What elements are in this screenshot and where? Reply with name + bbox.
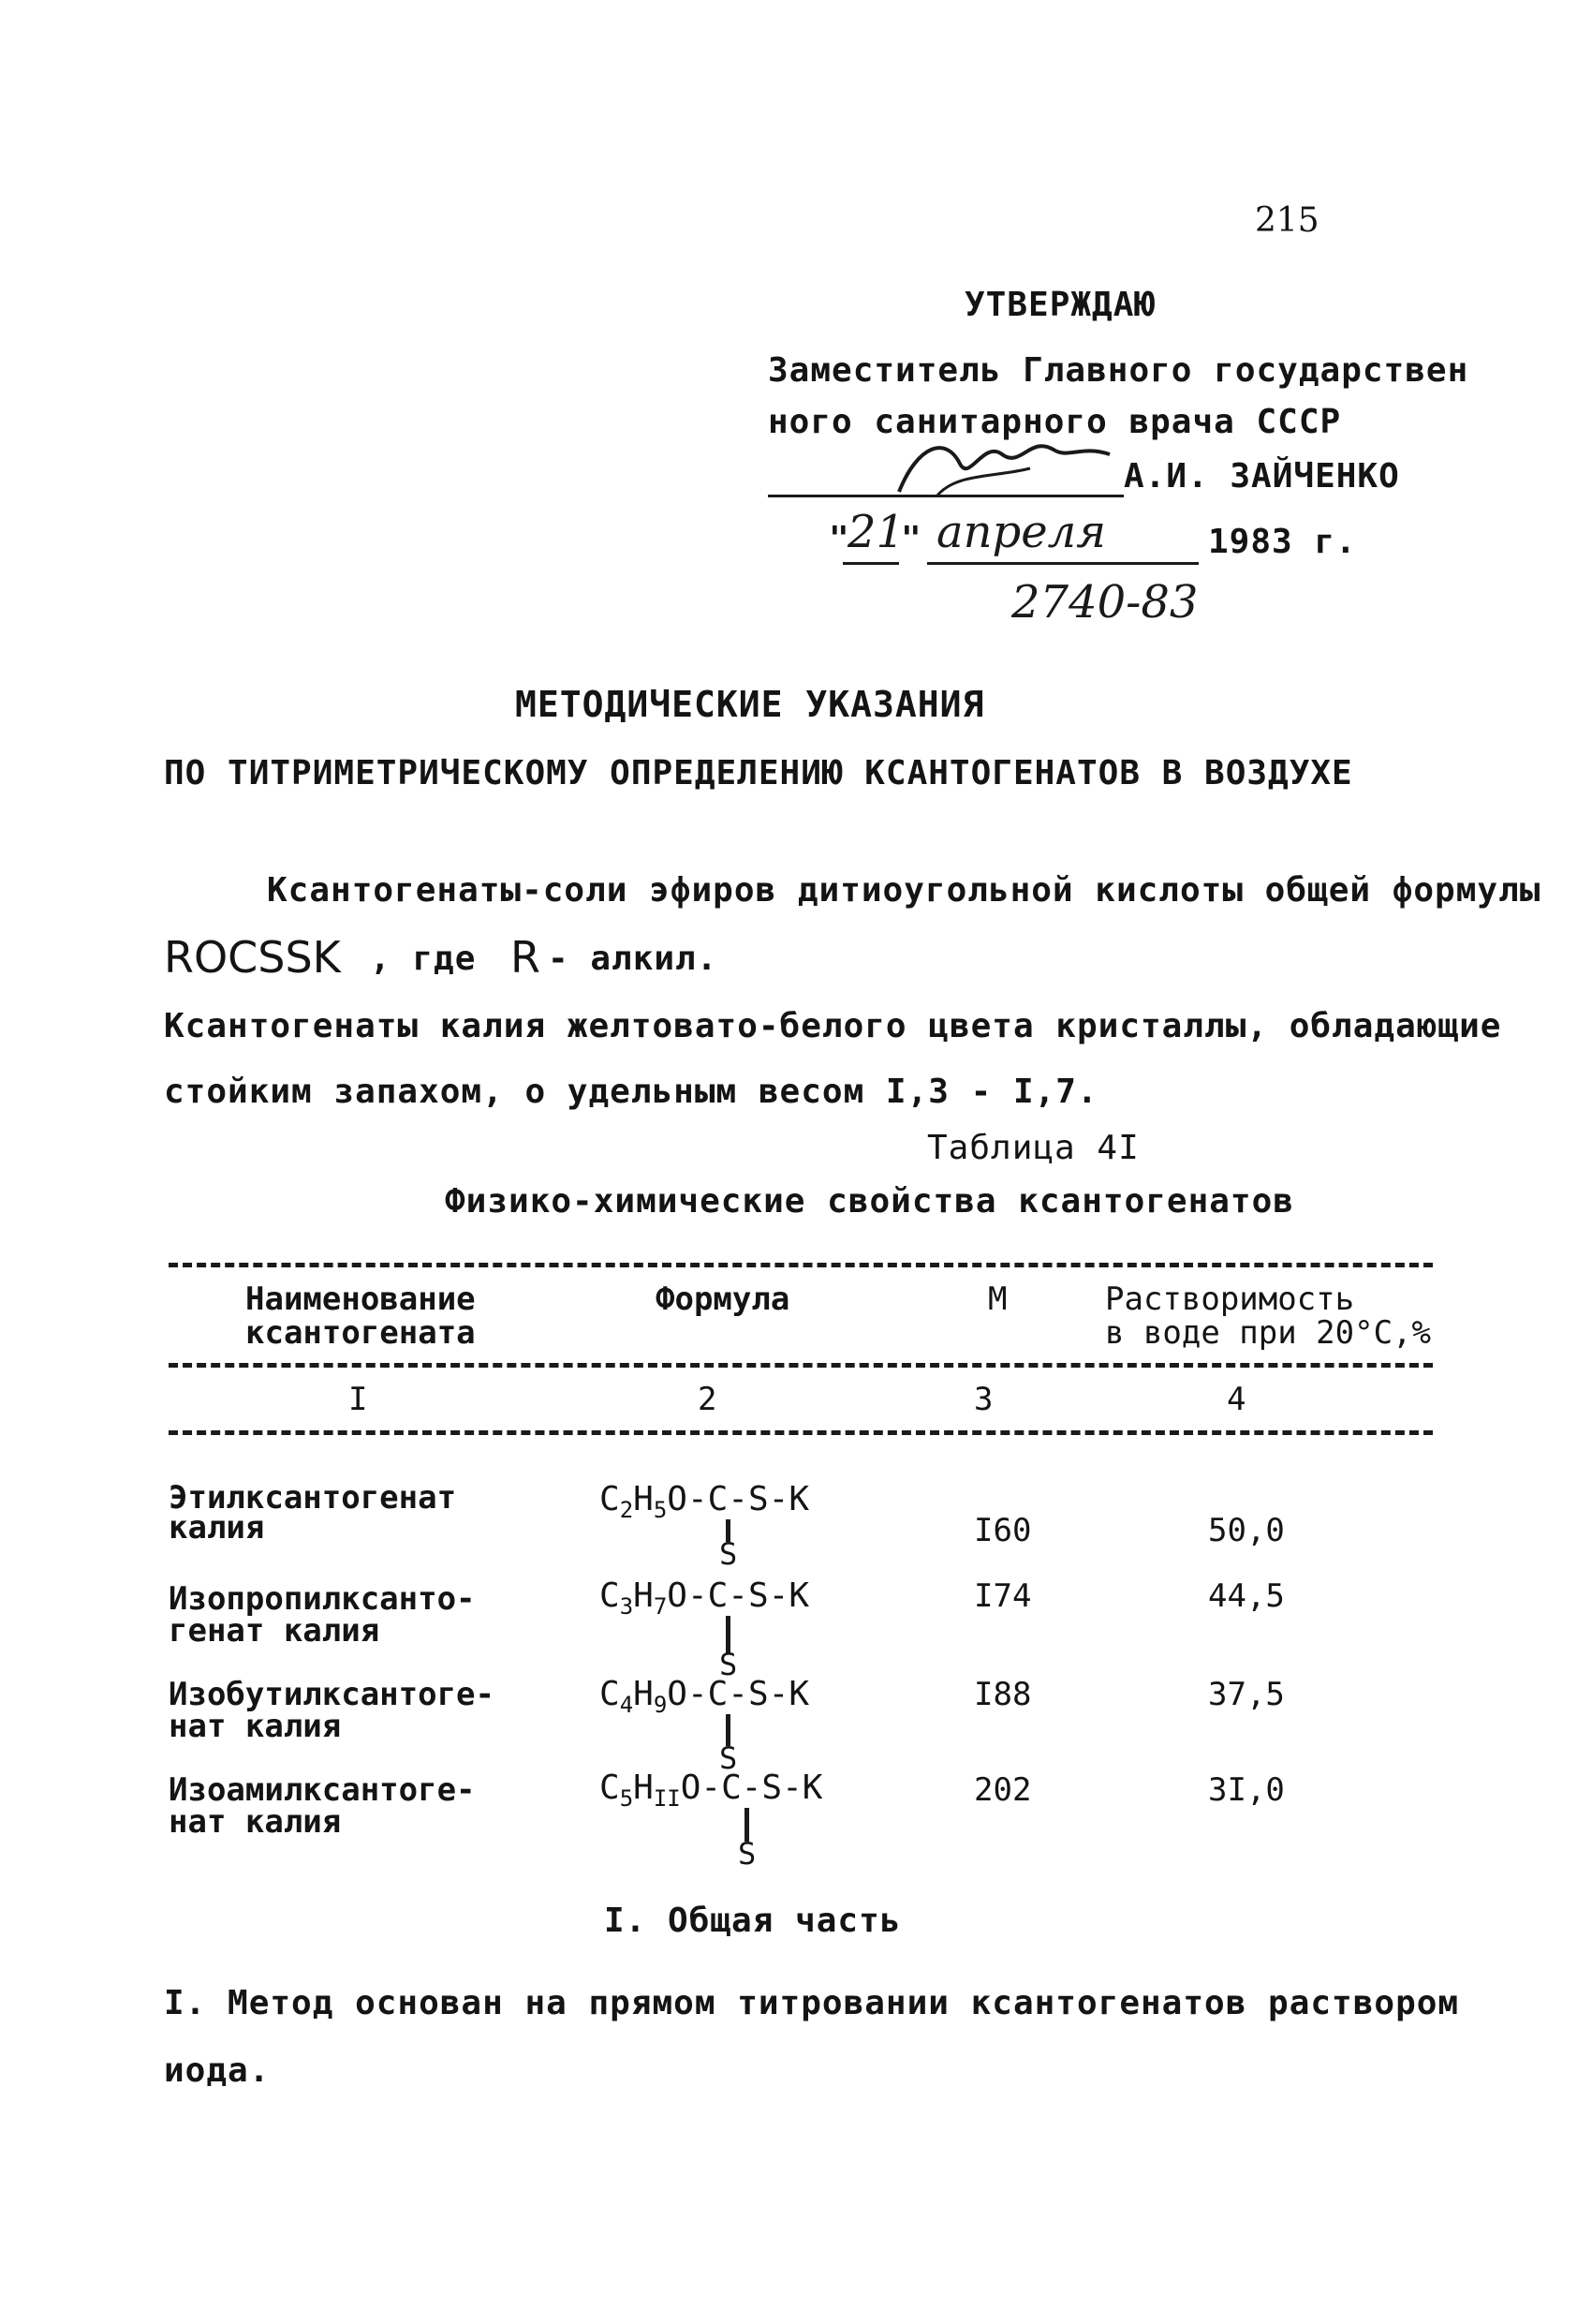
row-formula-sulfur: S	[738, 1836, 757, 1872]
row-name-line-2: генат калия	[169, 1612, 380, 1650]
intro-paragraph-3: стойким запахом, о удельным весом I,3 - I,7.	[164, 1073, 1098, 1111]
date-month: апреля	[936, 506, 1107, 558]
header-solubility-line-1: Растворимость	[1105, 1280, 1355, 1318]
row-mass: I60	[974, 1512, 1032, 1549]
table-caption: Физико-химические свойства ксантогенатов	[445, 1182, 1294, 1221]
date-day-underline	[843, 562, 899, 565]
row-name-line-2: нат калия	[169, 1708, 342, 1745]
row-name-line-2: нат калия	[169, 1803, 342, 1841]
row-name-line-1: Изопропилксанто-	[169, 1580, 476, 1618]
approver-name: А.И. ЗАЙЧЕНКО	[1124, 457, 1400, 496]
document-title-line-1: МЕТОДИЧЕСКИЕ УКАЗАНИЯ	[515, 684, 985, 725]
approval-heading: УТВЕРЖДАЮ	[965, 286, 1157, 324]
row-formula-sulfur: S	[719, 1647, 738, 1682]
table-header-rule	[169, 1363, 1433, 1368]
approval-line-2: ного санитарного врача СССР	[768, 403, 1342, 441]
table-top-rule	[169, 1263, 1433, 1267]
row-mass: 202	[974, 1771, 1032, 1809]
header-name-line-1: Наименование	[245, 1280, 476, 1318]
approval-line-1: Заместитель Главного государствен	[768, 351, 1469, 390]
table-numbers-rule	[169, 1430, 1433, 1435]
intro-paragraph-2: Ксантогенаты калия желтовато-белого цвета кристаллы, обладающие	[164, 1007, 1502, 1045]
signature	[880, 426, 1124, 511]
general-formula: ROCSSK	[164, 932, 341, 983]
r-label: R	[510, 932, 540, 983]
row-mass: I74	[974, 1577, 1032, 1615]
row-mass: I88	[974, 1676, 1032, 1713]
row-solubility: 37,5	[1208, 1676, 1285, 1713]
header-solubility-line-2: в воде при 20°С,%	[1105, 1314, 1431, 1352]
row-solubility: 44,5	[1208, 1577, 1285, 1615]
row-formula-sulfur: S	[719, 1740, 738, 1776]
column-number-3: 3	[974, 1381, 994, 1418]
column-number-4: 4	[1227, 1381, 1246, 1418]
row-name-line-1: Изобутилксантоге-	[169, 1676, 494, 1713]
header-formula: Формула	[656, 1280, 790, 1318]
header-name-line-2: ксантогената	[245, 1314, 476, 1352]
row-formula: $C_3H_7O-C-S-K$	[599, 1576, 809, 1620]
row-formula: $C_5H_{II}O-C-S-K$	[599, 1769, 823, 1812]
section-paragraph-2: иода.	[164, 2051, 271, 2090]
formula-where: , где	[370, 940, 477, 978]
header-mass: М	[988, 1280, 1008, 1318]
row-formula: $C_2H_5O-C-S-K$	[599, 1480, 809, 1523]
intro-paragraph-1: Ксантогенаты-соли эфиров дитиоугольной кислоты общей формулы	[267, 871, 1541, 910]
column-number-1: I	[348, 1381, 368, 1418]
registration-number: 2740-83	[1011, 576, 1199, 629]
page-number: 215	[1255, 201, 1319, 240]
date-day: 21	[848, 506, 906, 558]
date-quote-open: "	[829, 520, 850, 558]
row-name-line-2: калия	[169, 1509, 265, 1547]
date-quote-close: "	[901, 520, 922, 558]
section-heading: I. Общая часть	[604, 1902, 902, 1940]
signature-line	[768, 495, 1124, 497]
row-formula-sulfur: S	[719, 1536, 738, 1572]
row-name-line-1: Изоамилксантоге-	[169, 1771, 476, 1809]
section-paragraph-1: I. Метод основан на прямом титровании ксантогенатов раствором	[164, 1984, 1460, 2022]
row-solubility: 3I,0	[1208, 1771, 1285, 1809]
date-year: 1983 г.	[1208, 523, 1357, 561]
date-month-underline	[927, 562, 1199, 565]
column-number-2: 2	[698, 1381, 717, 1418]
row-name-line-1: Этилксантогенат	[169, 1479, 457, 1517]
r-definition: - алкил.	[548, 940, 718, 978]
row-solubility: 50,0	[1208, 1512, 1285, 1549]
row-formula: $C_4H_9O-C-S-K$	[599, 1675, 809, 1718]
table-number: Таблица 4I	[927, 1129, 1140, 1167]
document-title-line-2: ПО ТИТРИМЕТРИЧЕСКОМУ ОПРЕДЕЛЕНИЮ КСАНТОГЕНАТОВ В ВОЗДУХЕ	[164, 754, 1353, 792]
